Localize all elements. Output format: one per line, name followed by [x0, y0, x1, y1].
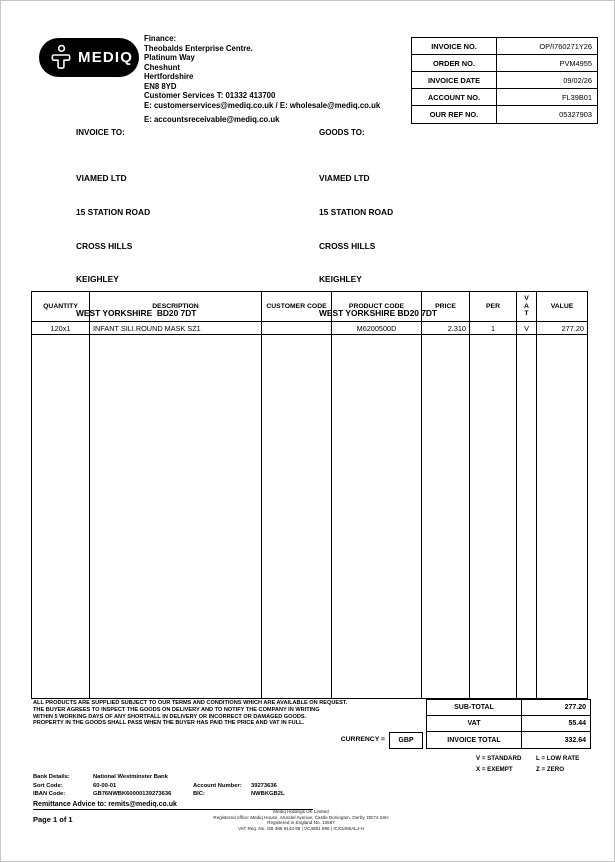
address-line: WEST YORKSHIRE BD20 7DT	[76, 307, 197, 318]
col-header-customer-code: CUSTOMER CODE	[262, 292, 332, 322]
page-number: Page 1 of 1	[33, 815, 73, 824]
table-filler	[517, 335, 537, 698]
company-registration-footer	[171, 809, 431, 831]
currency-label: CURRENCY =	[340, 736, 385, 743]
meta-row-order-no	[412, 55, 597, 72]
col-header-quantity: QUANTITY	[32, 292, 90, 322]
accounts-receivable-email: E: accountsreceivable@mediq.co.uk	[144, 115, 280, 124]
table-filler	[262, 335, 332, 698]
bank-name: National Westminster Bank	[93, 774, 168, 780]
meta-row-our-ref	[412, 106, 597, 123]
item-value: 277.20	[537, 322, 587, 335]
account-number-label: Account Number:	[193, 782, 242, 789]
col-header-product-code: PRODUCT CODE	[332, 292, 422, 322]
legend-item: V = STANDARD	[476, 755, 522, 762]
finance-line: Theobalds Enterprise Centre.	[144, 43, 253, 53]
currency-value: GBP	[389, 732, 423, 749]
mediq-person-icon	[50, 44, 72, 71]
meta-label: OUR REF NO.	[412, 106, 497, 123]
finance-line: Hertfordshire	[144, 72, 194, 81]
invoice-total-value: 332.64	[564, 736, 586, 744]
table-filler	[537, 335, 587, 698]
subtotal-row	[427, 700, 590, 716]
meta-row-invoice-date	[412, 72, 597, 89]
finance-line: Cheshunt	[144, 62, 180, 72]
finance-line: Platinum Way	[144, 53, 195, 62]
table-filler	[422, 335, 470, 698]
finance-line: EN8 8YD	[144, 81, 177, 91]
line-items-table	[31, 291, 588, 699]
terms-line: PROPERTY IN THE GOODS SHALL PASS WHEN THE BUYER HAS PAID THE PRICE AND VAT IN FULL.	[33, 720, 305, 727]
address-line: WEST YORKSHIRE BD20 7DT	[319, 307, 438, 318]
item-description: INFANT SILI.ROUND MASK SZ1	[90, 322, 262, 335]
item-price: 2.310	[422, 322, 470, 335]
remittance-advice: Remittance Advice to: remits@mediq.co.uk	[33, 801, 313, 810]
bic-value: NWBKGB2L	[251, 791, 285, 798]
footer-line: Registered office: Mediq House, Arundel Avenue, Castle Donington, Derby, DE74 2SH	[213, 814, 389, 820]
invoice-date: 09/02/26	[563, 75, 592, 85]
goods-to-title: GOODS TO:	[319, 128, 365, 137]
address-line: VIAMED LTD	[319, 173, 370, 184]
address-line: KEIGHLEY	[319, 274, 362, 285]
vat-value: 55.44	[568, 720, 586, 727]
iban-value: GB76NWBK60000139273636	[93, 791, 172, 798]
bank-details-block	[33, 773, 285, 799]
item-product-code: M6200500D	[332, 322, 422, 335]
customer-services-email: E: customerservices@mediq.co.uk / E: wholesale@mediq.co.uk	[144, 100, 381, 110]
legend-item: Z = ZERO	[536, 766, 565, 773]
item-quantity: 120x1	[32, 322, 90, 335]
mediq-logo	[39, 38, 139, 77]
address-line: CROSS HILLS	[319, 240, 376, 251]
address-line: KEIGHLEY	[76, 274, 119, 285]
bic-label: BIC:	[193, 791, 205, 798]
item-customer-code	[262, 322, 332, 335]
vat-code-legend	[476, 755, 579, 773]
account-number: FL39B01	[562, 92, 592, 102]
meta-label: INVOICE DATE	[412, 72, 497, 88]
vat-header-letters: VAT	[524, 295, 529, 318]
address-line: 15 STATION ROAD	[76, 207, 151, 218]
order-number: PVM4955	[559, 58, 592, 68]
table-filler	[90, 335, 262, 698]
invoice-number: OP/I760271Y26	[539, 41, 592, 51]
terms-line: THE BUYER AGREES TO INSPECT THE GOODS ON DELIVERY AND TO NOTIFY THE COMPANY IN WRITING	[33, 706, 320, 713]
vat-row	[427, 716, 590, 732]
logo-wordmark: MEDIQ	[78, 49, 134, 66]
col-header-vat	[517, 292, 537, 322]
meta-label: ORDER NO.	[412, 55, 497, 71]
legend-item: L = LOW RATE	[536, 755, 580, 762]
account-number-value: 39273636	[251, 782, 277, 789]
finance-address-block	[144, 34, 380, 125]
address-line: 15 STATION ROAD	[319, 207, 394, 218]
footer-line: VAT Reg. No. GB 388 9143 86 | VC4891 888 | ICX3456ALJ-H	[238, 825, 364, 831]
table-filler	[470, 335, 517, 698]
invoice-total-label: INVOICE TOTAL	[427, 732, 522, 748]
invoice-meta-table	[411, 37, 598, 124]
meta-label: INVOICE NO.	[412, 38, 497, 54]
meta-label: ACCOUNT NO.	[412, 89, 497, 105]
meta-row-invoice-no	[412, 38, 597, 55]
finance-title: Finance:	[144, 34, 177, 43]
bank-spacer	[193, 773, 251, 782]
bank-details-label: Bank Details:	[33, 774, 70, 780]
iban-label: IBAN Code:	[33, 791, 66, 798]
table-filler	[332, 335, 422, 698]
table-filler	[32, 335, 90, 698]
item-per: 1	[470, 322, 517, 335]
bank-spacer	[251, 773, 285, 782]
subtotal-label: SUB-TOTAL	[427, 700, 522, 715]
col-header-description: DESCRIPTION	[90, 292, 262, 322]
invoice-to-title: INVOICE TO:	[76, 128, 125, 137]
legend-item: X = EXEMPT	[476, 766, 513, 773]
col-header-per: PER	[470, 292, 517, 322]
terms-and-conditions	[33, 700, 425, 727]
item-vat-code: V	[517, 322, 537, 335]
address-line: VIAMED LTD	[76, 173, 127, 184]
customer-services-phone: Customer Services T: 01332 413700	[144, 91, 276, 100]
terms-line: WITHIN 5 WORKING DAYS OF ANY SHORTFALL IN DELIVERY OR INCORRECT OR DAMAGED GOODS.	[33, 713, 307, 720]
sort-code-value: 60-00-01	[93, 782, 117, 789]
vat-label: VAT	[427, 716, 522, 731]
subtotal-value: 277.20	[564, 704, 586, 711]
footer-line: Registered in England No. 10567	[267, 820, 335, 826]
col-header-price: PRICE	[422, 292, 470, 322]
totals-table	[426, 699, 591, 749]
terms-line: ALL PRODUCTS ARE SUPPLIED SUBJECT TO OUR TERMS AND CONDITIONS WHICH ARE AVAILABLE ON REQUEST.	[33, 700, 348, 706]
col-header-value: VALUE	[537, 292, 587, 322]
meta-row-account-no	[412, 89, 597, 106]
footer-line: Mediq Holdings UK Limited	[273, 809, 329, 814]
sort-code-label: Sort Code:	[33, 782, 63, 789]
our-ref-number: 05327903	[559, 110, 592, 119]
address-line: CROSS HILLS	[76, 240, 133, 251]
invoice-total-row	[427, 732, 590, 748]
